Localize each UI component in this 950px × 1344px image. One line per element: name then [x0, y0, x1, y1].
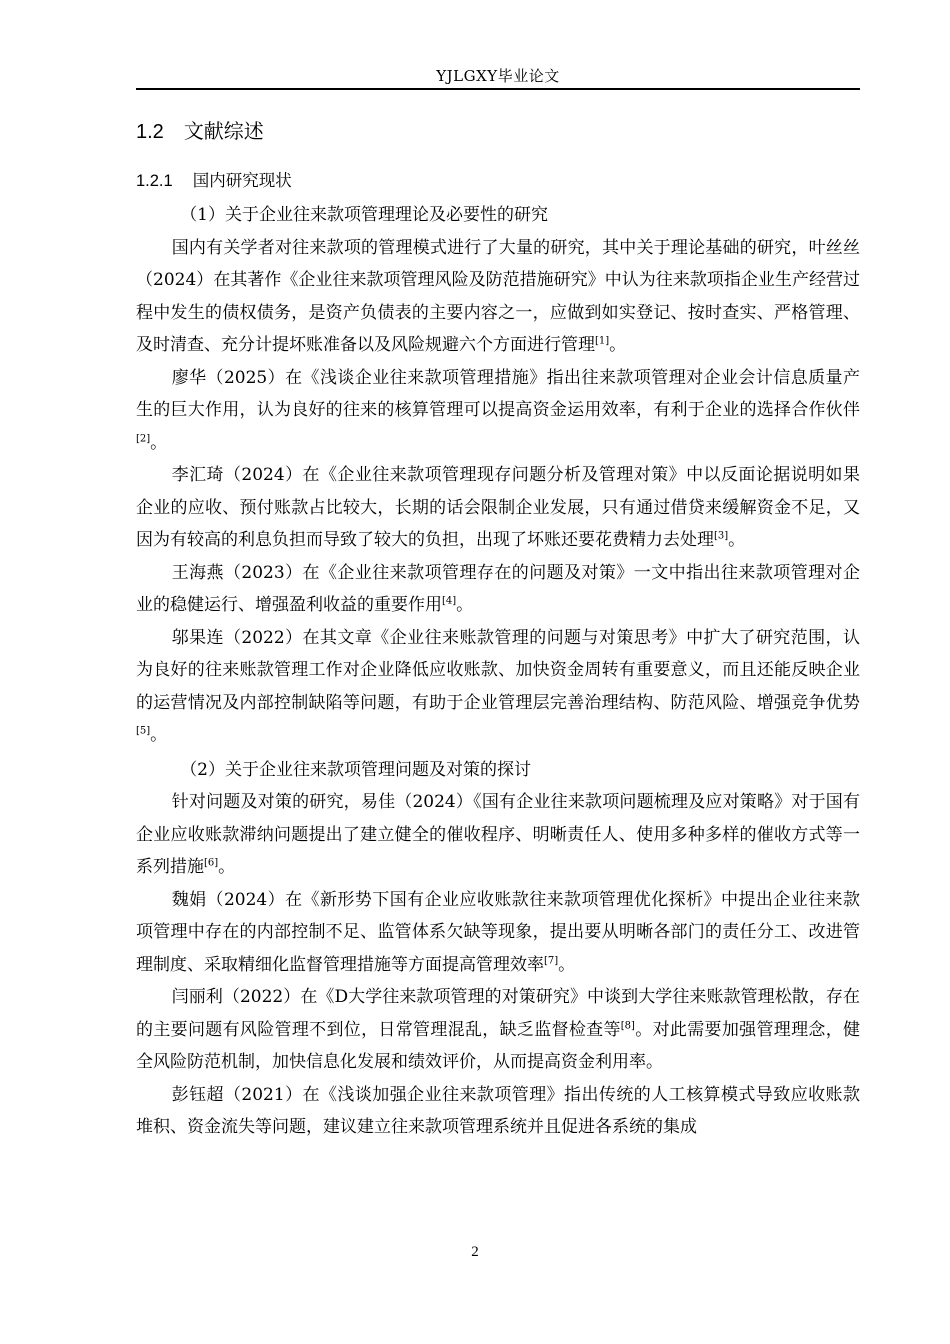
citation-ref: [3]: [714, 530, 729, 542]
topic-heading-2: （2）关于企业往来款项管理问题及对策的探讨: [180, 759, 532, 780]
page-number: 2: [471, 1244, 479, 1260]
section-title: 文献综述: [183, 119, 264, 143]
paragraph: 邬果连（2022）在其文章《企业往来账款管理的问题与对策思考》中扩大了研究范围，认为良好的往来账款管理工作对企业降低应收账款、加快资金周转有重要意义，而且还能反映企业的运营情况及内部控制缺陷等问题，有助于企业管理层完善治理结构、防范风险、增强竞争优势[5]。: [136, 627, 860, 745]
paragraph: 廖华（2025）在《浅谈企业往来款项管理措施》指出往来款项管理对企业会计信息质量产生的巨大作用，认为良好的往来的核算管理可以提高资金运用效率，有利于企业的选择合作伙伴[2]。: [136, 367, 860, 453]
subsection-number: 1.2.1: [136, 172, 173, 190]
paragraph: 李汇琦（2024）在《企业往来款项管理现存问题分析及管理对策》中以反面论据说明如果企业的应收、预付账款占比较大，长期的话会限制企业发展，只有通过借贷来缓解资金不足，又因为有较高的利息负担而导致了较大的负担，出现了坏账还要花费精力去处理[3]。: [136, 465, 860, 550]
paragraph: 闫丽利（2022）在《D大学往来款项管理的对策研究》中谈到大学往来账款管理松散，存在的主要问题有风险管理不到位，日常管理混乱，缺乏监督检查等[8]。对此需要加强管理理念，健全风险防范机制，加快信息化发展和绩效评价，从而提高资金利用率。: [136, 987, 861, 1072]
citation-ref: [1]: [595, 335, 610, 347]
section-heading: [136, 112, 860, 151]
citation-ref: [4]: [442, 595, 457, 607]
section-number: 1.2: [136, 121, 164, 143]
citation-ref: [8]: [620, 1019, 635, 1031]
header-rule: [136, 88, 860, 90]
page-body: [136, 112, 860, 1144]
running-header: YJLGXY毕业论文: [436, 67, 560, 85]
paragraph: 针对问题及对策的研究，易佳（2024）《国有企业往来款项问题梳理及应对策略》对于国有企业应收账款滞纳问题提出了建立健全的催收程序、明晰责任人、使用多种多样的催收方式等一系列措施[6]。: [136, 792, 860, 877]
citation-ref: [2]: [136, 432, 151, 444]
paragraph: 彭钰超（2021）在《浅谈加强企业往来款项管理》指出传统的人工核算模式导致应收账款堆积、资金流失等问题，建议建立往来款项管理系统并且促进各系统的集成: [136, 1084, 860, 1137]
citation-ref: [6]: [204, 857, 219, 869]
paragraph: 王海燕（2023）在《企业往来款项管理存在的问题及对策》一文中指出往来款项管理对企业的稳健运行、增强盈利收益的重要作用[4]。: [136, 562, 860, 615]
citation-ref: [7]: [544, 954, 559, 966]
citation-ref: [5]: [136, 725, 151, 737]
topic-heading-1: （1）关于企业往来款项管理理论及必要性的研究: [180, 205, 549, 225]
paragraph: 魏娟（2024）在《新形势下国有企业应收账款往来款项管理优化探析》中提出企业往来款项管理中存在的内部控制不足、监管体系欠缺等现象，提出要从明晰各部门的责任分工、改进管理制度、采取精细化监督管理措施等方面提高管理效率[7]。: [136, 889, 860, 975]
subsection-heading: [136, 167, 860, 195]
subsection-title: 国内研究现状: [192, 171, 292, 190]
paragraph: 国内有关学者对往来款项的管理模式进行了大量的研究，其中关于理论基础的研究，叶丝丝（2024）在其著作《企业往来款项管理风险及防范措施研究》中认为往来款项指企业生产经营过程中发生的债权债务，是资产负债表的主要内容之一，应做到如实登记、按时查实、严格管理、及时清查、充分计提坏账准备以及风险规避六个方面进行管理[1]。: [136, 237, 860, 355]
